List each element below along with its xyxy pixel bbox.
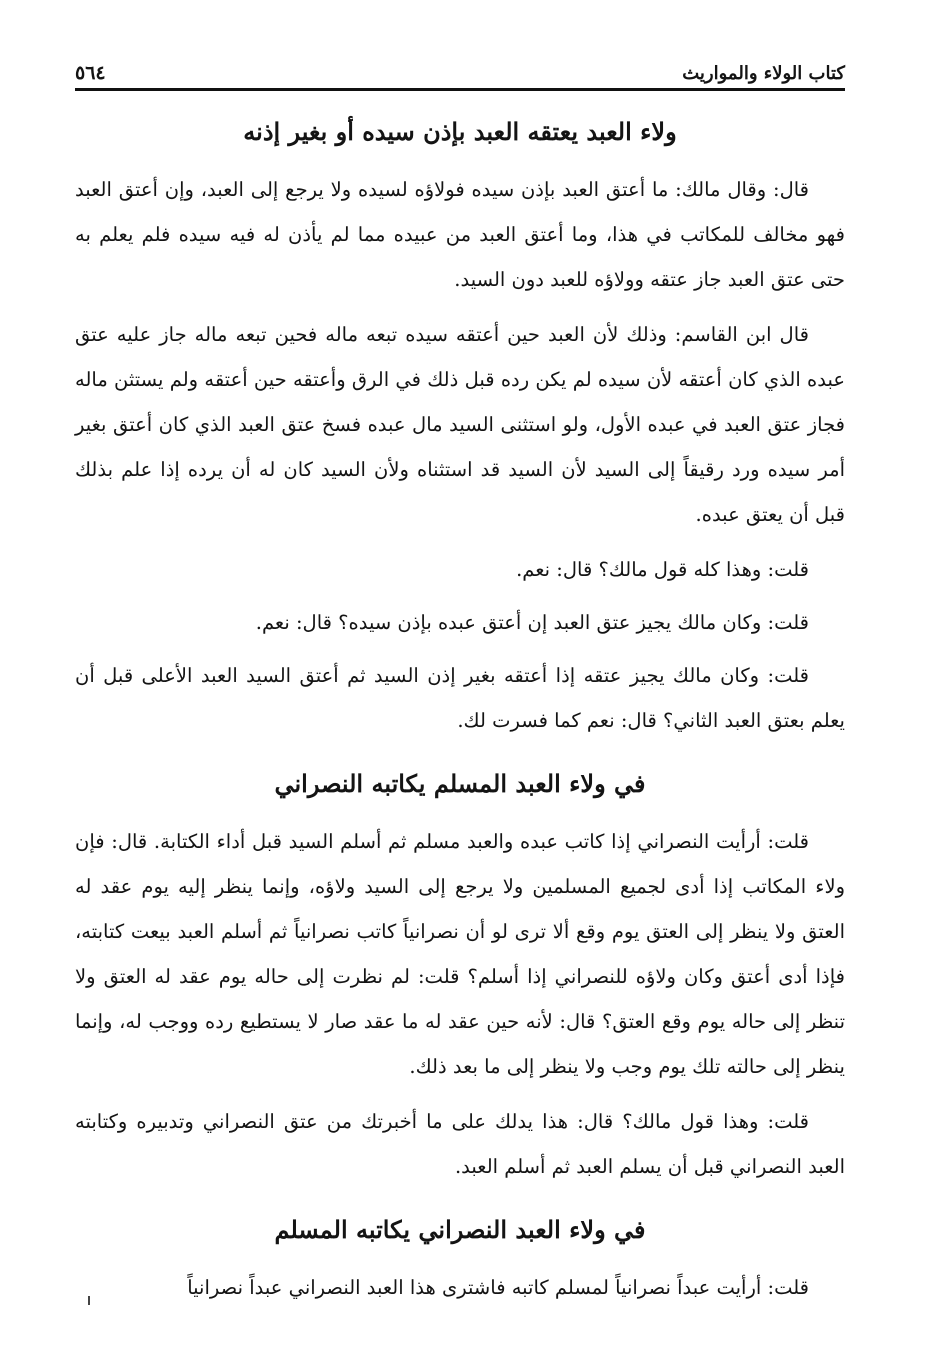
page-number: ٥٦٤ xyxy=(75,62,106,84)
book-title: كتاب الولاء والمواريث xyxy=(682,63,845,84)
book-page xyxy=(75,55,845,1320)
paragraph: قلت: وهذا كله قول مالك؟ قال: نعم. xyxy=(516,558,809,581)
paragraph: قال: وقال مالك: ما أعتق العبد بإذن سيده فولاؤه لسيده ولا يرجع إلى العبد، وإن أعتق العبد فهو مخالف للمكاتب في هذا، وما أعتق العبد من عبيده مما لم يأذن له فيه سيده فلم يعلم به حتى عتق العبد جاز عتقه وولاؤه للعبد دون السيد. xyxy=(75,178,845,291)
section-heading: في ولاء العبد المسلم يكاتبه النصراني xyxy=(274,769,646,798)
running-header xyxy=(75,55,845,91)
paragraph: قلت: أرأيت النصراني إذا كاتب عبده والعبد مسلم ثم أسلم السيد قبل أداء الكتابة. قال: فإن ولاء المكاتب إذا أدى لجميع المسلمين ولا يرجع إلى السيد ولاؤه، وإنما ينظر إليه يوم عقد له العتق ولا ينظر إلى العتق يوم وقع ألا ترى لو أن نصرانياً كاتب نصرانياً ثم أسلم العبد بيعت كتابته، فإذا أدى أعتق وكان ولاؤه للنصراني إذا أسلم؟ قلت: لم نظرت إلى حاله يوم عقد له العتق ولا تنظر إلى حاله يوم وقع العتق؟ قال: لأنه حين عقد له ما عقد صار لا يستطيع رده ووجب له، وإنما ينظر إلى حالته تلك يوم وجب ولا ينظر إلى ما بعد ذلك. xyxy=(75,830,845,1078)
section-heading: في ولاء العبد النصراني يكاتبه المسلم xyxy=(274,1215,646,1244)
section-heading: ولاء العبد يعتقه العبد بإذن سيده أو بغير إذنه xyxy=(243,117,677,146)
paragraph: قال ابن القاسم: وذلك لأن العبد حين أعتقه سيده تبعه ماله فحين تبعه ماله جاز عليه عتق عبده الذي كان أعتقه لأن سيده لم يكن رده قبل ذلك في الرق وأعتقه حين أعتقه ولم يستثن ماله فجاز عتق العبد في عبده الأول، ولو استثنى السيد مال عبده فسخ عتق العبد الذي كان أعتق بغير أمر سيده ورد رقيقاً إلى السيد لأن السيد قد استثناه ولأن السيد كان له أن يرده إذا علم بذلك قبل أن يعتق عبده. xyxy=(75,323,845,526)
paragraph: قلت: وكان مالك يجيز عتق العبد إن أعتق عبده بإذن سيده؟ قال: نعم. xyxy=(255,611,809,634)
paragraph: قلت: وهذا قول مالك؟ قال: هذا يدلك على ما أخبرتك من عتق النصراني وتدبيره وكتابته العبد النصراني قبل أن يسلم العبد ثم أسلم العبد. xyxy=(75,1110,845,1178)
paragraph: قلت: وكان مالك يجيز عتقه إذا أعتقه بغير إذن السيد ثم أعتق السيد العبد الأعلى قبل أن يعلم بعتق العبد الثاني؟ قال: نعم كما فسرت لك. xyxy=(75,664,845,732)
paragraph: قلت: أرأيت عبداً نصرانياً لمسلم كاتبه فاشترى هذا العبد النصراني عبداً نصرانياً xyxy=(187,1276,809,1299)
scan-speck xyxy=(88,1296,90,1305)
